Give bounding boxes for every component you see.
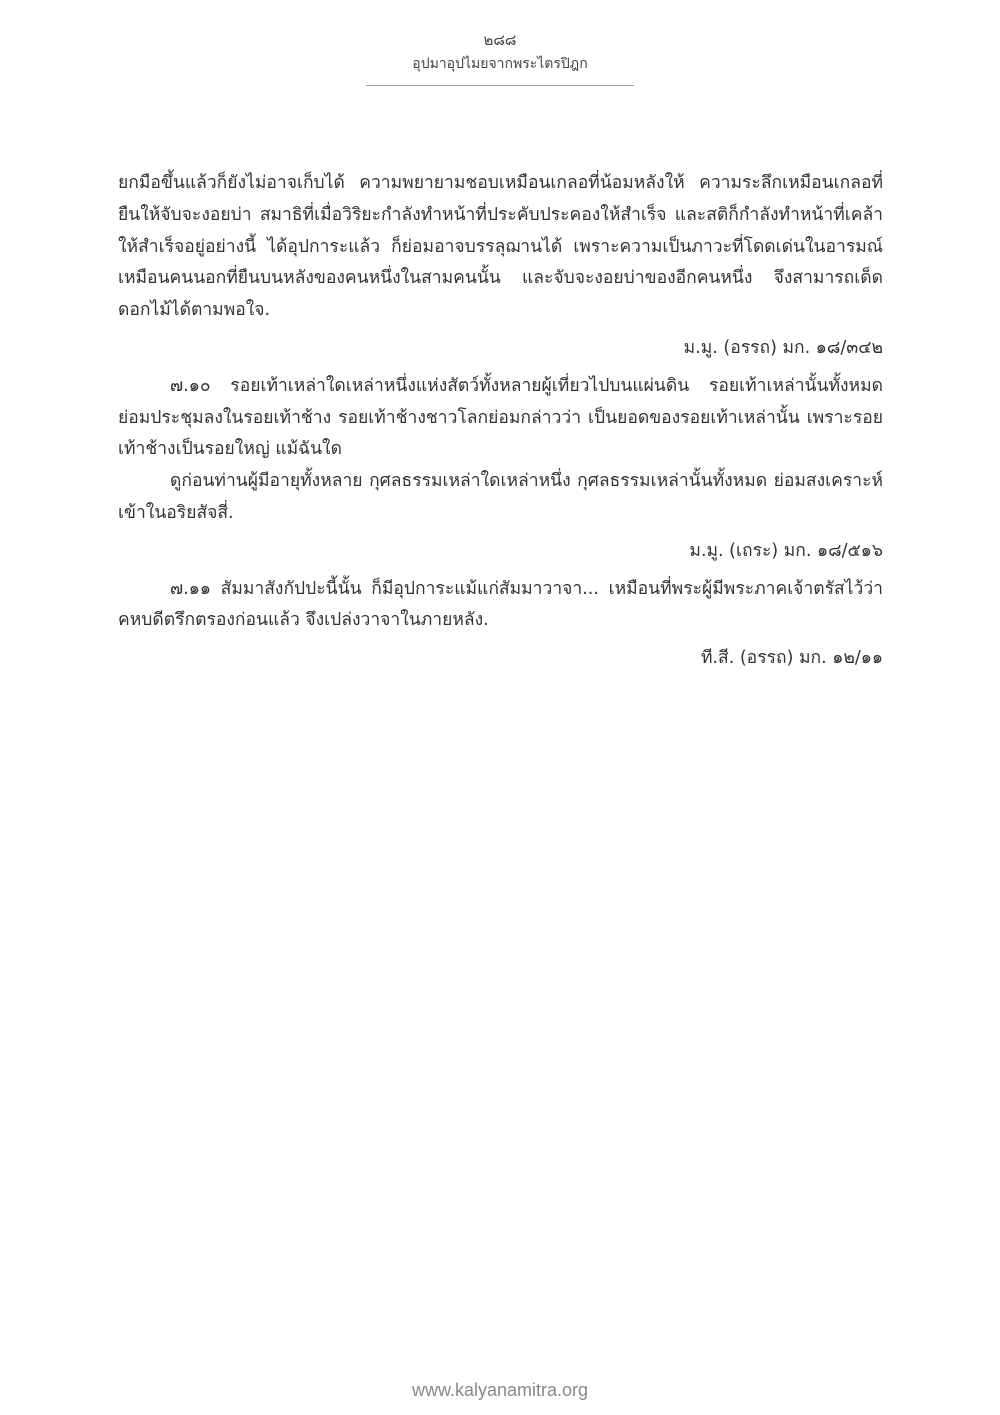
header-divider (366, 85, 634, 86)
footer-website: www.kalyanamitra.org (411, 1380, 589, 1400)
citation-ref: ม.มู. (เถระ) มก. ๑๘/๕๑๖ (689, 540, 883, 561)
page-header (0, 30, 1000, 86)
paragraph-7-10-continuation: ดูก่อนท่านผู้มีอายุทั้งหลาย กุศลธรรมเหล่าใดเหล่าหนึ่ง กุศลธรรมเหล่านั้นทั้งหมด ย่อมสงเคราะห์เข้าในอริยสัจสี่. (118, 471, 883, 523)
citation-ref: ม.มู. (อรรถ) มก. ๑๘/๓๔๒ (683, 337, 883, 358)
page-body (118, 168, 883, 681)
paragraph-7-11: ๗.๑๑ สัมมาสังกัปปะนี้นั้น ก็มีอุปการะแม้แก่สัมมาวาจา... เหมือนที่พระผู้มีพระภาคเจ้าตรัสไว้ว่า คหบดีตรึกตรองก่อนแล้ว จึงเปล่งวาจาในภายหลัง. (118, 578, 883, 631)
page-number: ๒๘๘ (483, 31, 517, 49)
running-title: อุปมาอุปไมยจากพระไตรปิฎก (412, 56, 588, 72)
citation-ref: ที.สี. (อรรถ) มก. ๑๒/๑๑ (700, 648, 883, 669)
paragraph-7-10: ๗.๑๐ รอยเท้าเหล่าใดเหล่าหนึ่งแห่งสัตว์ทั้งหลายผู้เที่ยวไปบนแผ่นดิน รอยเท้าเหล่านั้นทั้งหมดย่อมประชุมลงในรอยเท้าช้าง รอยเท้าช้างชาวโลกย่อมกล่าวว่า เป็นยอดของรอยเท้าเหล่านั้น เพราะรอยเท้าช้างเป็นรอยใหญ่ แม้ฉันใด (118, 375, 883, 460)
paragraph-continued: ยกมือขึ้นแล้วก็ยังไม่อาจเก็บได้ ความพยายามชอบเหมือนเกลอที่น้อมหลังให้ ความระลึกเหมือนเกลอที่ยืนให้จับจะงอยบ่า สมาธิที่เมื่อวิริยะกำลังทำหน้าที่ประคับประคองให้สำเร็จ และสติก็กำลังทำหน้าที่เคล้าให้สำเร็จอยู่อย่างนี้ ได้อุปการะแล้ว ก็ย่อมอาจบรรลุฌานได้ เพราะความเป็นภาวะที่โดดเด่นในอารมณ์ เหมือนคนนอกที่ยืนบนหลังของคนหนึ่งในสามคนนั้น และจับจะงอยบ่าของอีกคนหนึ่ง จึงสามารถเด็ดดอกไม้ได้ตามพอใจ. (118, 173, 883, 321)
